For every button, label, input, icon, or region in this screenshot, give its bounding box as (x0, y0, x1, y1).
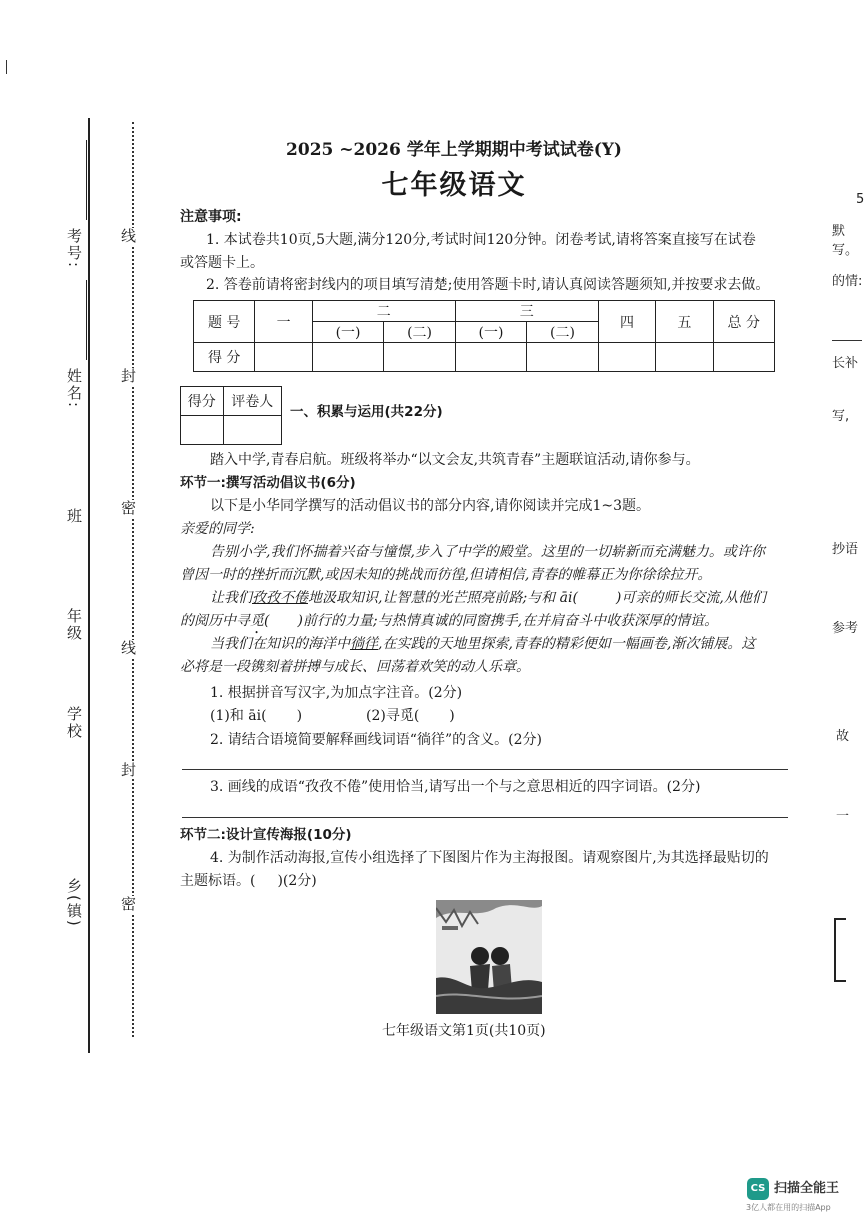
section-1-intro: 踏入中学,青春启航。班级将举办“以文会友,共筑青春”主题联谊活动,请你参与。 (210, 452, 700, 468)
grader-name-label: 评卷人 (223, 387, 281, 416)
page-footer: 七年级语文第1页(共10页) (382, 1023, 546, 1039)
question-1-a (210, 706, 302, 726)
subject-title: 七年级语文 (381, 170, 527, 201)
score-col-1: 一 (255, 301, 312, 343)
score-col-5: 五 (656, 301, 713, 343)
score-table (193, 300, 775, 372)
score-cell[interactable] (713, 343, 774, 372)
bleed-line (832, 340, 862, 341)
section-1-heading: 一、积累与运用(共22分) (290, 404, 443, 420)
q1-a-label: (1)和 āi( (210, 708, 267, 724)
question-4-line-2 (180, 871, 317, 891)
grader-score-cell[interactable] (181, 416, 224, 445)
q1-a-close: ) (296, 708, 303, 724)
part-1-heading: 环节一:撰写活动倡议书(6分) (180, 475, 356, 491)
score-col-4: 四 (598, 301, 655, 343)
question-4-line-1: 4. 为制作活动海报,宣传小组选择了下图图片作为主海报图。请观察图片,为其选择最贴切的 (210, 850, 769, 866)
bleed-bracket (834, 918, 846, 982)
notice-item-2: 2. 答卷前请将密封线内的项目填写清楚;使用答题卡时,请认真阅读答题须知,并按要求去做。 (206, 277, 770, 293)
seal-xian-mid: 线 (119, 640, 137, 657)
score-col-2b: (二) (384, 322, 455, 343)
answer-line-q2[interactable] (182, 769, 788, 770)
letter-idiom-underlined: 孜孜不倦 (252, 590, 308, 606)
score-col-3b: (二) (527, 322, 598, 343)
margin-rule-left (88, 118, 90, 1053)
scan-edge-mark (6, 60, 7, 74)
score-cell[interactable] (527, 343, 598, 372)
letter-p1-line-2: 曾因一时的挫折而沉默,或因未知的挑战而彷徨,但请相信,青春的帷幕正为你徐徐拉开。 (180, 567, 712, 583)
part-2-heading: 环节二:设计宣传海报(10分) (180, 827, 352, 843)
seal-mi-mid: 密 (119, 500, 137, 517)
bleed-chao: 抄语 (832, 542, 859, 557)
letter-word-underlined: 徜徉 (350, 636, 378, 652)
q4-l2-a: 主题标语。( (180, 873, 256, 889)
seal-mi-low: 密 (119, 896, 137, 913)
score-col-total: 总 分 (713, 301, 774, 343)
grader-name-cell[interactable] (223, 416, 281, 445)
exam-title: 2025 ~2026 学年上学期期中考试试卷(Y) (286, 140, 622, 160)
question-3: 3. 画线的成语“孜孜不倦”使用恰当,请写出一个与之意思相近的四字词语。(2分) (210, 779, 701, 795)
q1-b-label: (2)寻觅( (366, 708, 420, 724)
letter-p2-l2-c: )前行的力量;与热情真诚的同窗携手,在并肩奋斗中收获深厚的情谊。 (297, 613, 719, 629)
answer-line-q3[interactable] (182, 817, 788, 818)
seal-feng-top: 封 (119, 368, 137, 385)
seal-feng-low: 封 (119, 762, 137, 779)
label-class: 班 (65, 508, 83, 525)
score-col-3a: (一) (455, 322, 526, 343)
score-col-3: 三 (455, 301, 598, 322)
notice-item-1-line-1: 1. 本试卷共10页,5大题,满分120分,考试时间120分钟。闭卷考试,请将答案直接写在试卷 (206, 232, 756, 248)
question-1-b (366, 706, 455, 726)
score-table-header-label: 题 号 (194, 301, 255, 343)
letter-p2-l1-c: )可亲的师长交流,从他们 (615, 590, 766, 606)
score-cell[interactable] (384, 343, 455, 372)
letter-p1-line-1: 告别小学,我们怀揣着兴奋与憧憬,步入了中学的殿堂。这里的一切崭新而充满魅力。或许你 (210, 544, 765, 560)
bleed-qing: 的情: (832, 274, 863, 289)
label-school: 学校 (65, 706, 83, 740)
bleed-changbu: 长补 (832, 356, 859, 371)
score-cell[interactable] (455, 343, 526, 372)
grader-box (180, 386, 282, 445)
score-col-2: 二 (312, 301, 455, 322)
label-township: 乡(镇) (65, 878, 83, 928)
score-cell[interactable] (312, 343, 383, 372)
bleed-cankao: 参考 (832, 621, 859, 636)
letter-p2-l2-b: ( (264, 613, 270, 629)
letter-p3-l1-b: ,在实践的天地里探索,青春的精彩便如一幅画卷,渐次铺展。这 (378, 636, 756, 652)
letter-p2-l2-a: 的阅历中寻 (180, 613, 250, 629)
letter-greeting: 亲爱的同学: (180, 521, 255, 537)
letter-p2-line-1 (210, 588, 766, 608)
bleed-yi: 一 (836, 809, 850, 824)
letter-dotted-char: 觅 (250, 613, 264, 629)
part-1-intro: 以下是小华同学撰写的活动倡议书的部分内容,请你阅读并完成1~3题。 (210, 498, 650, 514)
score-col-2a: (一) (312, 322, 383, 343)
bleed-gu: 故 (836, 729, 850, 744)
score-cell[interactable] (255, 343, 312, 372)
label-name: 姓名: (65, 368, 83, 410)
question-2: 2. 请结合语境简要解释画线词语“徜徉”的含义。(2分) (210, 732, 542, 748)
scanner-brand: 扫描全能王 (774, 1181, 840, 1196)
q4-l2-b: )(2分) (277, 873, 317, 889)
letter-p2-l1-b: 地汲取知识,让智慧的光芒照亮前路;与和 āi( (308, 590, 578, 606)
bleed-xie: 写, (832, 409, 850, 424)
name-underline (86, 280, 87, 360)
seal-xian-top: 线 (119, 228, 137, 245)
grader-score-label: 得分 (181, 387, 224, 416)
letter-p3-line-2: 必将是一段镌刻着拼搏与成长、回荡着欢笑的动人乐章。 (180, 659, 530, 675)
letter-p3-line-1 (210, 634, 755, 654)
score-cell[interactable] (656, 343, 713, 372)
letter-p2-l1-a: 让我们 (210, 590, 252, 606)
score-row-label: 得 分 (194, 343, 255, 372)
bleed-5: 5 (856, 192, 865, 207)
poster-image (436, 900, 542, 1014)
notice-item-1-line-2: 或答题卡上。 (180, 255, 264, 271)
bleed-moxie: 默写。 (832, 224, 859, 258)
score-cell[interactable] (598, 343, 655, 372)
label-exam-no: 考号: (65, 228, 83, 270)
letter-p3-l1-a: 当我们在知识的海洋中 (210, 636, 350, 652)
label-grade: 年级 (65, 608, 83, 642)
q1-b-close: ) (449, 708, 455, 724)
scanner-logo-icon: CS (747, 1178, 769, 1200)
notice-heading: 注意事项: (180, 209, 242, 225)
question-1: 1. 根据拼音写汉字,为加点字注音。(2分) (210, 685, 463, 701)
scanner-tagline: 3亿人都在用的扫描App (746, 1203, 831, 1212)
